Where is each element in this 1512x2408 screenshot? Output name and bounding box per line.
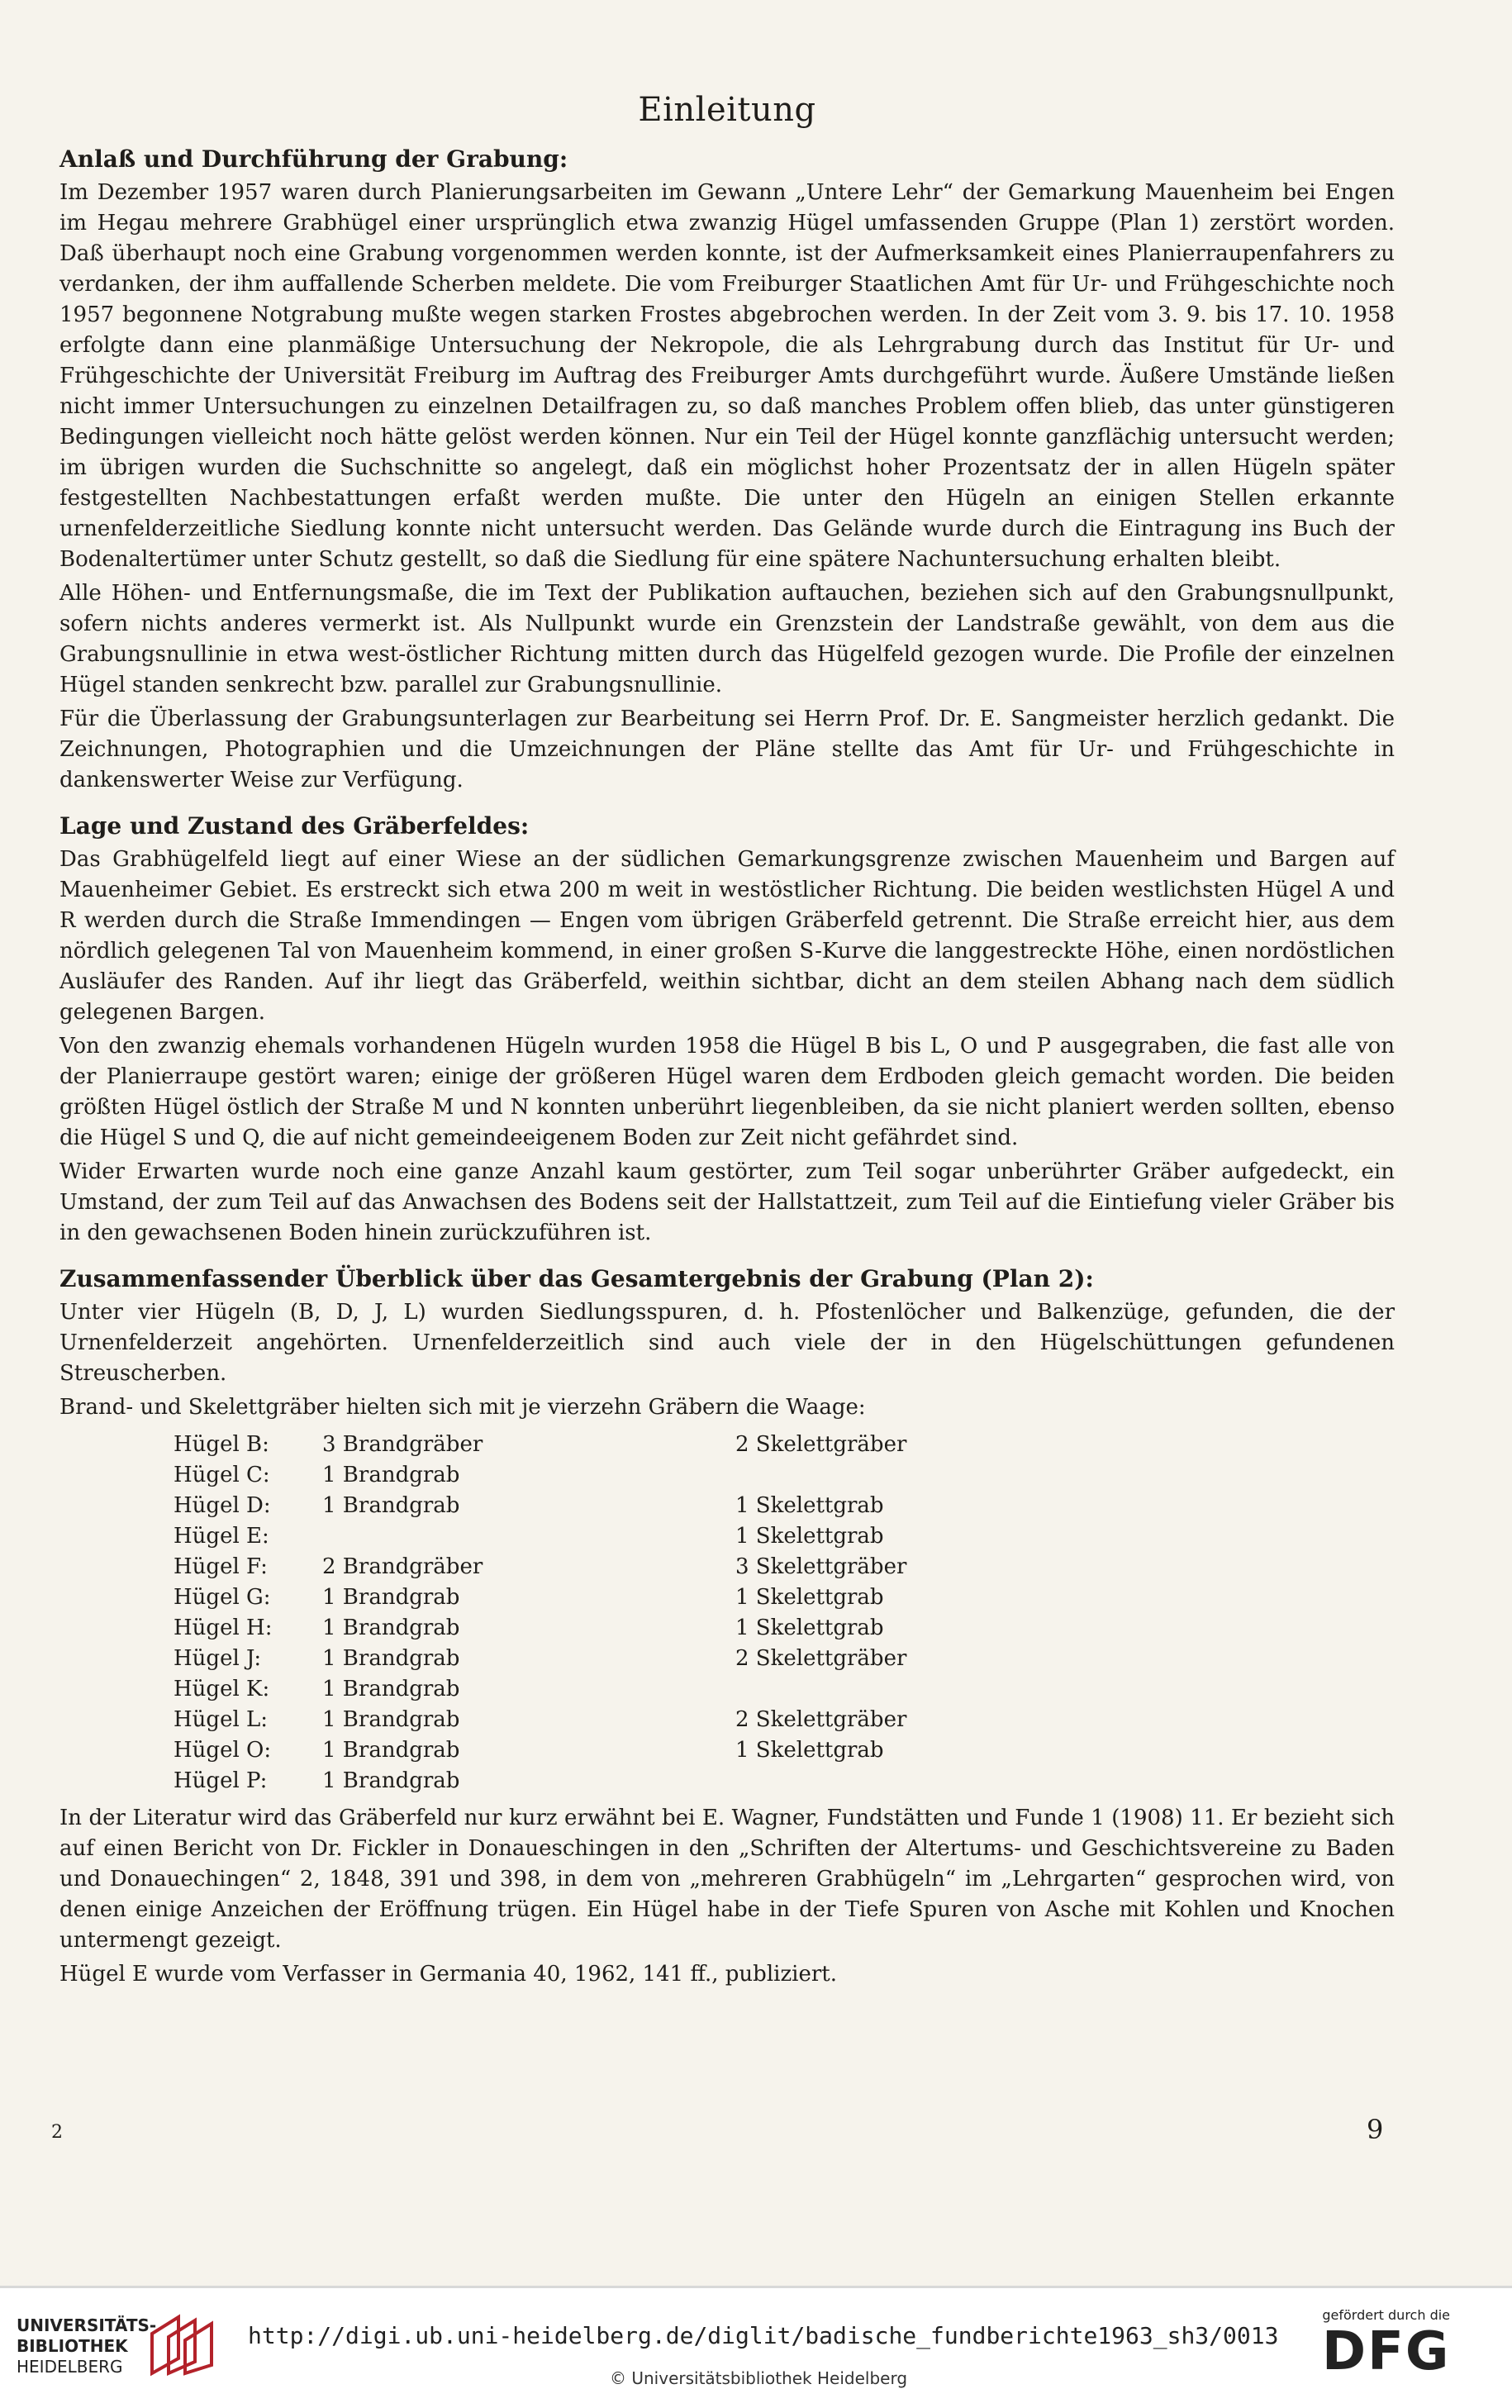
grave-hill: Hügel H: (174, 1616, 273, 1640)
library-name-line1: UNIVERSITÄTS- (17, 2315, 157, 2335)
grave-hill: Hügel E: (174, 1524, 269, 1549)
dfg-logo (1322, 2307, 1450, 2381)
grave-brand: 1 Brandgrab (322, 1707, 460, 1732)
section-heading-lage: Lage und Zustand des Gräberfeldes: (59, 812, 530, 840)
copyright-notice: © Universitätsbibliothek Heidelberg (610, 2368, 908, 2388)
paragraph: Das Grabhügelfeld liegt auf einer Wiese an der südlichen Gemarkungsgrenze zwischen Mauenheim und Bargen auf Mauenheimer Gebiet. Es erstreckt sich etwa 200 m weit in westöstlicher Richtung. Die beiden westlichsten Hügel A und R werden durch die Straße Immendingen — Engen vom übrigen Gräberfeld getrennt. Die Straße erreicht hier, aus dem nördlich gelegenen Tal von Mauenheim kommend, in einer großen S-Kurve die langgestreckte Höhe, einen nordöstlichen Ausläufer des Randen. Auf ihr liegt das Gräberfeld, weithin sichtbar, dicht an dem steilen Abhang nach dem südlich gelegenen Bargen. (59, 847, 1395, 1025)
grave-skelett: 3 Skelettgräber (735, 1554, 907, 1579)
grave-skelett: 2 Skelettgräber (735, 1432, 907, 1457)
grave-brand: 3 Brandgräber (322, 1432, 483, 1457)
grave-skelett (735, 1460, 1016, 1491)
grave-brand: 1 Brandgrab (322, 1738, 460, 1763)
grave-row (174, 1521, 1016, 1552)
grave-skelett: 1 Skelettgrab (735, 1738, 884, 1763)
grave-brand: 1 Brandgrab (322, 1768, 460, 1793)
grave-row (174, 1613, 1016, 1644)
grave-row (174, 1674, 1016, 1705)
grave-row (174, 1582, 1016, 1613)
grave-row (174, 1644, 1016, 1674)
grave-row (174, 1491, 1016, 1521)
library-emblem-icon (145, 2309, 220, 2377)
paragraph: Wider Erwarten wurde noch eine ganze Anzahl kaum gestörter, zum Teil sogar unberührter Gräber aufgedeckt, ein Umstand, der zum Teil auf das Anwachsen des Bodens seit der Hallstattzeit, zum Teil auf die Eintiefung vieler Gräber bis in den gewachsenen Boden hinein zurückzuführen ist. (59, 1159, 1395, 1245)
grave-brand: 1 Brandgrab (322, 1646, 460, 1671)
grave-brand: 1 Brandgrab (322, 1616, 460, 1640)
grave-hill: Hügel G: (174, 1585, 271, 1610)
dfg-wordmark: DFG (1322, 2321, 1451, 2382)
grave-brand: 2 Brandgräber (322, 1554, 483, 1579)
section-heading-anlass: Anlaß und Durchführung der Grabung: (59, 145, 568, 173)
grave-brand: 1 Brandgrab (322, 1677, 460, 1701)
grave-row (174, 1552, 1016, 1582)
library-logo (17, 2315, 156, 2377)
paragraph: Im Dezember 1957 waren durch Planierungsarbeiten im Gewann „Untere Lehr“ der Gemarkung Mauenheim bei Engen im Hegau mehrere Grabhügel einer ursprünglich etwa zwanzig Hügel umfassenden Gruppe (Plan 1) zerstört worden. Daß überhaupt noch eine Grabung vorgenommen werden konnte, ist der Aufmerksamkeit eines Planierraupenfahrers zu verdanken, der ihm auffallende Scherben meldete. Die vom Freiburger Staatlichen Amt für Ur- und Frühgeschichte noch 1957 begonnene Notgrabung mußte wegen starken Frostes abgebrochen werden. In der Zeit vom 3. 9. bis 17. 10. 1958 erfolgte dann eine planmäßige Untersuchung der Nekropole, die als Lehrgrabung durch das Institut für Ur- und Frühgeschichte der Universität Freiburg im Auftrag des Freiburger Amts durchgeführt wurde. Äußere Umstände ließen nicht immer Untersuchungen zu einzelnen Detailfragen zu, so daß manches Problem offen blieb, das unter günstigeren Bedingungen vielleicht noch hätte gelöst werden können. Nur ein Teil der Hügel konnte ganzflächig untersucht werden; im übrigen wurden die Suchschnitte so angelegt, daß ein möglichst hoher Prozentsatz der in allen Hügeln später festgestellten Nachbestattungen erfaßt werden mußte. Die unter den Hügeln an einigen Stellen erkannte urnenfelderzeitliche Siedlung konnte nicht untersucht werden. Das Gelände wurde durch die Eintragung ins Buch der Bodenaltertümer unter Schutz gestellt, so daß die Siedlung für eine spätere Nachuntersuchung erhalten bleibt. (59, 180, 1395, 572)
grave-hill: Hügel P: (174, 1768, 268, 1793)
library-name-line3: HEIDELBERG (17, 2357, 123, 2377)
grave-hill: Hügel B: (174, 1432, 269, 1457)
grave-hill: Hügel D: (174, 1493, 271, 1518)
grave-brand: 1 Brandgrab (322, 1493, 460, 1518)
permalink[interactable]: http://digi.ub.uni-heidelberg.de/diglit/badische_fundberichte1963_sh3/0013 (248, 2322, 1279, 2349)
grave-skelett: 1 Skelettgrab (735, 1616, 884, 1640)
grave-skelett (735, 1766, 1016, 1796)
grave-skelett: 2 Skelettgräber (735, 1707, 907, 1732)
library-name-line2: BIBLIOTHEK (17, 2336, 128, 2356)
paragraph: Unter vier Hügeln (B, D, J, L) wurden Siedlungsspuren, d. h. Pfostenlöcher und Balkenzüge, gefunden, die der Urnenfelderzeit angehörten. Urnenfelderzeitlich sind auch viele der in den Hügelschüttungen gefundenen Streuscherben. (59, 1300, 1395, 1386)
grave-skelett: 1 Skelettgrab (735, 1493, 884, 1518)
page-content (59, 89, 1395, 1993)
grave-brand: 1 Brandgrab (322, 1463, 460, 1487)
paragraph: Von den zwanzig ehemals vorhandenen Hügeln wurden 1958 die Hügel B bis L, O und P ausgegraben, die fast alle von der Planierraupe gestört waren; einige der größeren Hügel waren dem Erdboden gleich gemacht worden. Die beiden größten Hügel östlich der Straße M und N konnten unberührt liegenbleiben, da sie nicht planiert werden sollten, ebenso die Hügel S und Q, die auf nicht gemeindeeigenem Boden zur Zeit nicht gefährdet sind. (59, 1034, 1395, 1150)
paragraph: Für die Überlassung der Grabungsunterlagen zur Bearbeitung sei Herrn Prof. Dr. E. Sangmeister herzlich gedankt. Die Zeichnungen, Photographien und die Umzeichnungen der Pläne stellte das Amt für Ur- und Frühgeschichte in dankenswerter Weise zur Verfügung. (59, 707, 1395, 792)
grave-hill: Hügel K: (174, 1677, 270, 1701)
grave-skelett: 1 Skelettgrab (735, 1524, 884, 1549)
grave-hill: Hügel O: (174, 1738, 272, 1763)
page-title: Einleitung (638, 91, 816, 129)
grave-brand (322, 1521, 735, 1552)
section-heading-ueberblick: Zusammenfassender Überblick über das Gesamtergebnis der Grabung (Plan 2): (59, 1265, 1094, 1292)
footer-divider (0, 2286, 1512, 2288)
signature-mark: 2 (51, 2122, 63, 2143)
grave-skelett: 1 Skelettgrab (735, 1585, 884, 1610)
page-number: 9 (1367, 2114, 1384, 2145)
grave-list (174, 1430, 1016, 1796)
grave-row (174, 1766, 1016, 1796)
grave-hill: Hügel C: (174, 1463, 270, 1487)
footer-bar (0, 2286, 1512, 2408)
paragraph: Alle Höhen- und Entfernungsmaße, die im Text der Publikation auftauchen, beziehen sich auf den Grabungsnullpunkt, sofern nichts anderes vermerkt ist. Als Nullpunkt wurde ein Grenzstein der Landstraße gewählt, von dem aus die Grabungsnullinie in etwa west-östlicher Richtung mitten durch das Hügelfeld gezogen wurde. Die Profile der einzelnen Hügel standen senkrecht bzw. parallel zur Grabungsnullinie. (59, 581, 1395, 697)
grave-row (174, 1460, 1016, 1491)
dfg-note: gefördert durch die (1322, 2307, 1451, 2323)
grave-skelett: 2 Skelettgräber (735, 1646, 907, 1671)
grave-brand: 1 Brandgrab (322, 1585, 460, 1610)
grave-skelett (735, 1674, 1016, 1705)
grave-row (174, 1705, 1016, 1735)
grave-row (174, 1735, 1016, 1766)
paragraph: In der Literatur wird das Gräberfeld nur kurz erwähnt bei E. Wagner, Fundstätten und Funde 1 (1908) 11. Er bezieht sich auf einen Bericht von Dr. Fickler in Donaueschingen in den „Schriften der Altertums- und Geschichtsvereine zu Baden und Donauechingen“ 2, 1848, 391 und 398, in dem von „mehreren Grabhügeln“ im „Lehrgarten“ gesprochen wird, von denen einige Anzeichen der Eröffnung trügen. Ein Hügel habe in der Tiefe Spuren von Asche mit Kohlen und Knochen untermengt gezeigt. (59, 1806, 1395, 1953)
grave-hill: Hügel F: (174, 1554, 268, 1579)
grave-hill: Hügel L: (174, 1707, 269, 1732)
grave-row (174, 1430, 1016, 1460)
paragraph: Brand- und Skelettgräber hielten sich mit je vierzehn Gräbern die Waage: (59, 1395, 866, 1420)
grave-hill: Hügel J: (174, 1646, 262, 1671)
paragraph: Hügel E wurde vom Verfasser in Germania 40, 1962, 141 ff., publiziert. (59, 1962, 837, 1987)
